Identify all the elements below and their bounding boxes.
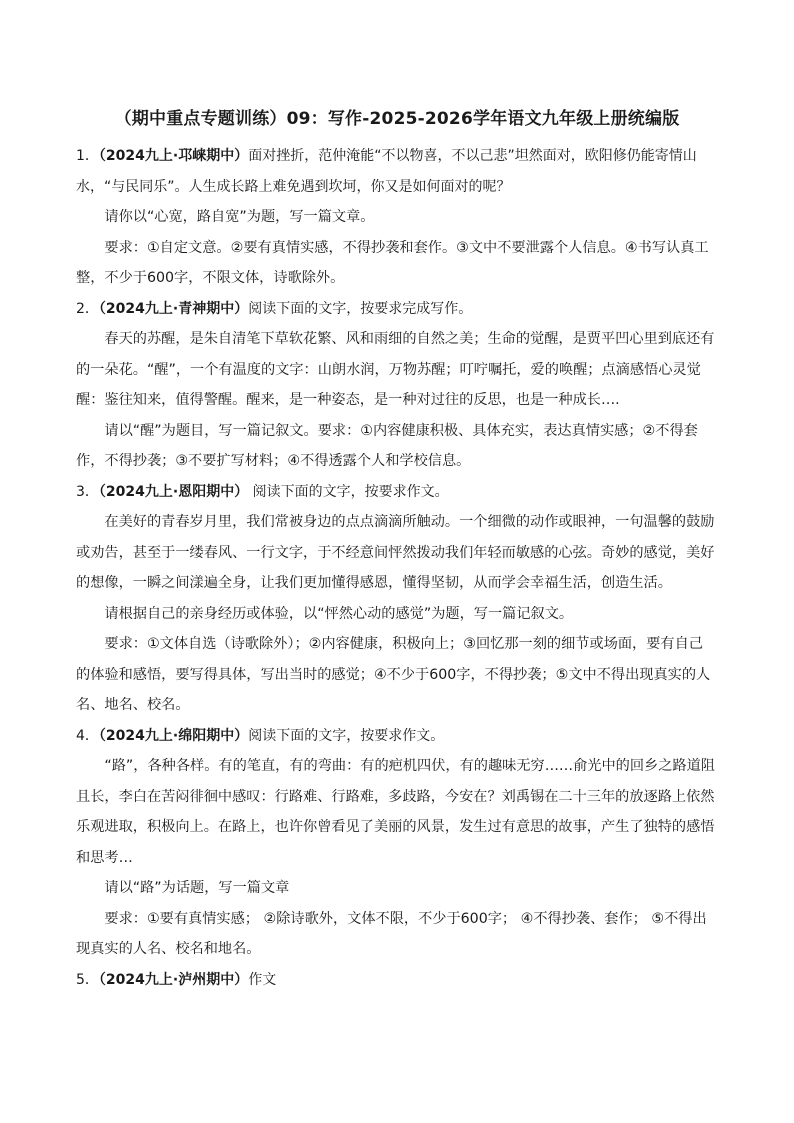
question-3-head xyxy=(76,477,716,508)
question-number: 5． xyxy=(76,971,99,988)
question-source: （2024九上·绵阳期中） xyxy=(98,727,249,744)
question-1-requirements: 要求：①自定文意。②要有真情实感，不得抄袭和套作。③文中不要泄露个人信息。④书写认真工整，不少于600字，不限文体，诗歌除外。 xyxy=(76,239,709,286)
question-4-material: “路”，各种各样。有的笔直，有的弯曲：有的疤机四伏，有的趣味无穷……俞光中的回乡之路道阻且长，李白在苦闷徘徊中感叹：行路难、行路难，多歧路，今安在？刘禹锡在二十三年的放逐路上依然乐观进取，积极向上。在路上，也许你曾看见了美丽的风景，发生过有意思的故事，产生了独特的感悟和思考… xyxy=(76,758,715,866)
question-5-head xyxy=(76,965,716,996)
question-source: （2024九上·邛崃期中） xyxy=(98,148,249,164)
question-4-head xyxy=(76,721,716,752)
question-intro: 阅读下面的文字，按要求作文。 xyxy=(248,483,449,500)
page-title: （期中重点专题训练）09：写作-2025-2026学年语文九年级上册统编版 xyxy=(114,109,680,129)
question-3-task: 请根据自己的亲身经历或体验，以“怦然心动的感觉”为题，写一篇记叙文。 xyxy=(104,605,574,622)
question-number: 1． xyxy=(76,148,99,164)
question-intro: 作文 xyxy=(248,971,277,988)
question-source: （2024九上·恩阳期中） xyxy=(98,483,249,500)
question-number: 4． xyxy=(76,727,99,744)
question-4-requirements: 要求：①要有真情实感； ②除诗歌外，文体不限，不少于600字； ④不得抄袭、套作； ⑤不得出现真实的人名、校名和地名。 xyxy=(76,910,707,957)
question-2-head xyxy=(76,294,716,325)
question-2-material: 春天的苏醒，是朱自清笔下草软花繁、风和雨细的自然之美；生命的觉醒，是贾平凹心里到底还有的一朵花。“醒”，一个有温度的文字：山朗水润，万物苏醒；叮咛嘱托，爱的唤醒；点滴感悟心灵觉醒：鉴往知来，值得警醒。醒来，是一种姿态，是一种对过往的反思，也是一种成长…. xyxy=(76,331,715,408)
question-number: 3． xyxy=(76,483,99,500)
question-1-task: 请你以“心宽，路自宽”为题，写一篇文章。 xyxy=(104,209,375,225)
question-number: 2． xyxy=(76,300,99,317)
question-source: （2024九上·泸州期中） xyxy=(98,971,249,988)
question-3-requirements: 要求：①文体自选（诗歌除外）；②内容健康，积极向上；③回忆那一刻的细节或场面，要有自己的体验和感悟，要写得具体，写出当时的感觉；④不少于600字，不得抄袭；⑤文中不得出现真实的人名、地名、校名。 xyxy=(76,636,711,713)
question-source: （2024九上·青神期中） xyxy=(98,300,249,317)
question-intro: 阅读下面的文字，按要求完成写作。 xyxy=(248,300,473,317)
question-2-requirements: 请以“醒”为题目，写一篇记叙文。要求：①内容健康积极、具体充实，表达真情实感；②不得套作，不得抄袭；③不要扩写材料；④不得透露个人和学校信息。 xyxy=(76,422,698,469)
question-list xyxy=(76,141,716,995)
question-1-head xyxy=(76,141,716,202)
question-4-task: 请以“路”为话题，写一篇文章 xyxy=(104,880,290,896)
question-intro: 面对挫折，范仲淹能“不以物喜，不以己悲”坦然面对，欧阳修仍能寄情山水，“与民同乐”。人生成长路上难免遇到坎坷，你又是如何面对的呢？ xyxy=(76,148,697,195)
question-3-material: 在美好的青春岁月里，我们常被身边的点点滴滴所触动。一个细微的动作或眼神，一句温馨的鼓励或劝告，甚至于一缕春风、一行文字，于不经意间怦然拨动我们年轻而敏感的心弦。奇妙的感觉，美好的想像，一瞬之间漾遍全身，让我们更加懂得感恩，懂得坚韧，从而学会幸福生活，创造生活。 xyxy=(76,514,715,591)
question-intro: 阅读下面的文字，按要求作文。 xyxy=(248,727,445,744)
